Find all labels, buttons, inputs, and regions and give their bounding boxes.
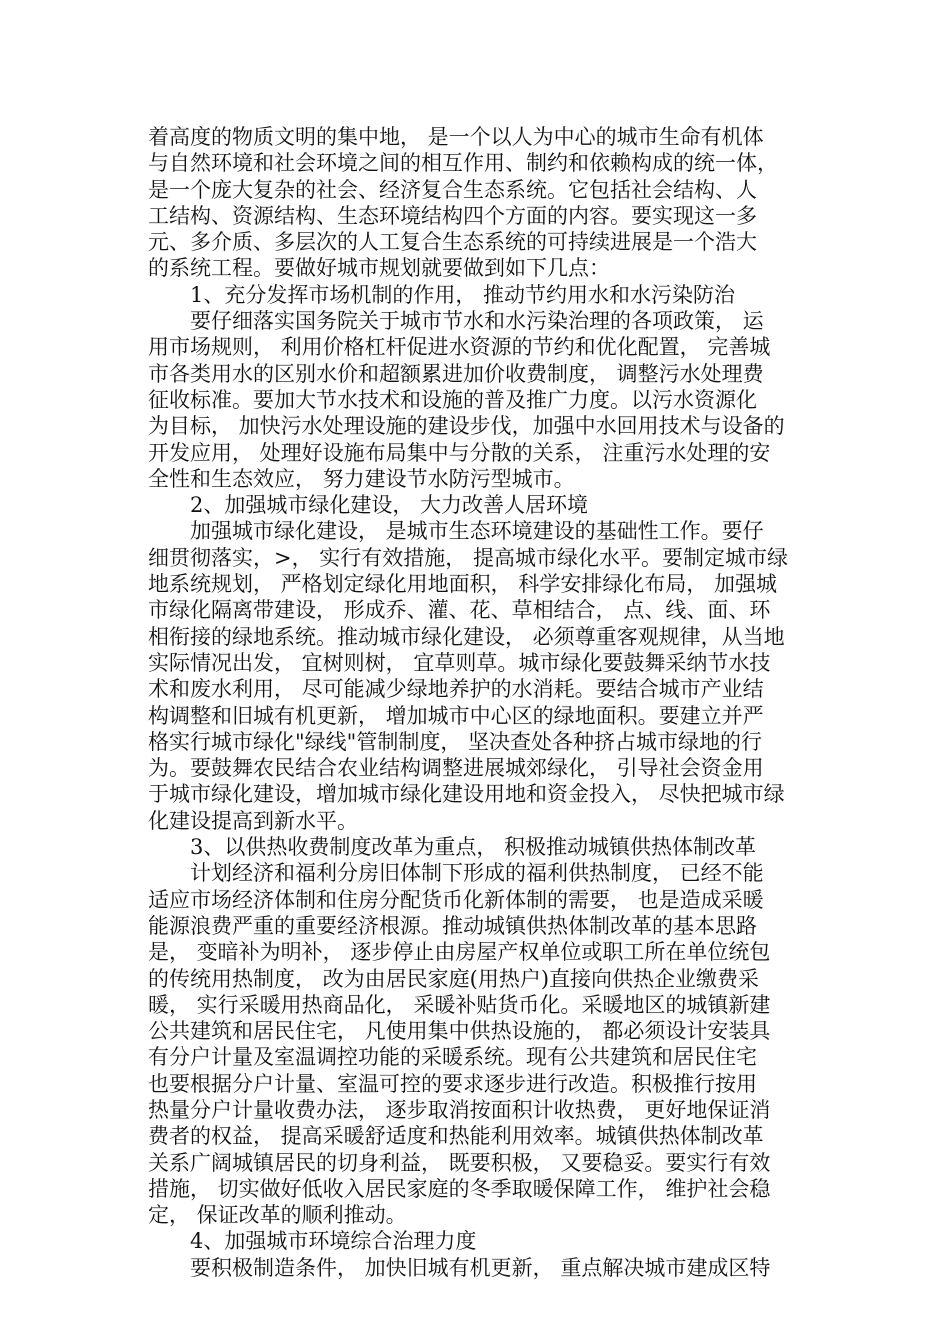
text-line: 化建设提高到新水平。 — [148, 808, 358, 833]
text-line: 为。要鼓舞农民结合农业结构调整进展城郊绿化， 引导社会资金用 — [148, 756, 764, 781]
text-line: 的传统用热制度， 改为由居民家庭(用热户)直接向供热企业缴费采 — [148, 966, 760, 991]
text-line: 元、多介质、多层次的人工复合生态系统的可持续进展是一个浩大 — [148, 230, 757, 255]
text-line: 市绿化隔离带建设， 形成乔、灌、花、草相结合， 点、线、面、环 — [148, 598, 771, 623]
text-line: 费者的权益， 提高采暖舒适度和热能利用效率。城镇供热体制改革 — [148, 1124, 764, 1149]
paragraph-first-line: 3、以供热收费制度改革为重点， 积极推动城镇供热体制改革 — [190, 835, 757, 860]
text-line: 地系统规划， 严格划定绿化用地面积， 科学安排绿化布局， 加强城 — [148, 572, 778, 597]
text-line: 相衔接的绿地系统。推动城市绿化建设， 必须尊重客观规律，从当地 — [148, 624, 785, 649]
text-line: 关系广阔城镇居民的切身利益， 既要积极， 又要稳妥。要实行有效 — [148, 1150, 771, 1175]
text-line: 工结构、资源结构、生态环境结构四个方面的内容。要实现这一多 — [148, 203, 757, 228]
text-line: 的系统工程。要做好城市规划就要做到如下几点： — [148, 256, 610, 281]
text-line: 术和废水利用， 尽可能减少绿地养护的水消耗。要结合城市产业结 — [148, 677, 764, 702]
text-line: 措施， 切实做好低收入居民家庭的冬季取暖保障工作， 维护社会稳 — [148, 1176, 771, 1201]
paragraph-first-line: 4、加强城市环境综合治理力度 — [190, 1229, 477, 1254]
text-line: 定， 保证改革的顺利推动。 — [148, 1203, 407, 1228]
text-line: 公共建筑和居民住宅， 凡使用集中供热设施的， 都必须设计安装具 — [148, 1019, 771, 1044]
text-line: 是一个庞大复杂的社会、经济复合生态系统。它包括社会结构、人 — [148, 177, 757, 202]
text-line: 着高度的物质文明的集中地， 是一个以人为中心的城市生命有机体 — [148, 125, 764, 149]
text-line: 市各类用水的区别水价和超额累进加价收费制度， 调整污水处理费 — [148, 361, 764, 386]
text-line: 征收标准。要加大节水技术和设施的普及推广力度。以污水资源化 — [148, 387, 757, 412]
text-line: 全性和生态效应， 努力建设节水防污型城市。 — [148, 466, 575, 491]
text-line: 有分户计量及室温调控功能的采暖系统。现有公共建筑和居民住宅 — [148, 1045, 757, 1070]
text-line: 为目标， 加快污水处理设施的建设步伐，加强中水回用技术与设备的 — [148, 414, 785, 439]
text-line: 是， 变暗补为明补， 逐步停止由房屋产权单位或职工所在单位统包 — [148, 940, 771, 965]
text-line: 用市场规则， 利用价格杠杆促进水资源的节约和优化配置， 完善城 — [148, 335, 771, 360]
text-line: 能源浪费严重的重要经济根源。推动城镇供热体制改革的基本思路 — [148, 913, 757, 938]
paragraph-first-line: 要积极制造条件， 加快旧城有机更新， 重点解决城市建成区特 — [190, 1255, 771, 1280]
text-line: 暖， 实行采暖用热商品化， 采暖补贴货币化。采暖地区的城镇新建 — [148, 992, 771, 1017]
text-line: 格实行城市绿化"绿线"管制制度， 坚决查处各种挤占城市绿地的行 — [148, 729, 762, 754]
text-line: 实际情况出发， 宜树则树， 宜草则草。城市绿化要鼓舞采纳节水技 — [148, 650, 771, 675]
text-line: 构调整和旧城有机更新， 增加城市中心区的绿地面积。要建立并严 — [148, 703, 764, 728]
document-body — [148, 124, 814, 1281]
text-line: 热量分户计量收费办法， 逐步取消按面积计收热费， 更好地保证消 — [148, 1097, 771, 1122]
paragraph-first-line: 加强城市绿化建设， 是城市生态环境建设的基础性工作。要仔 — [190, 519, 764, 544]
paragraph-first-line: 要仔细落实国务院关于城市节水和水污染治理的各项政策， 运 — [190, 309, 764, 334]
paragraph-first-line: 计划经济和福利分房旧体制下形成的福利供热制度， 已经不能 — [190, 861, 764, 886]
text-line: 适应市场经济体制和住房分配货币化新体制的需要， 也是造成采暖 — [148, 887, 764, 912]
paragraph-first-line: 1、充分发挥市场机制的作用， 推动节约用水和水污染防治 — [190, 282, 736, 307]
text-line: 与自然环境和社会环境之间的相互作用、制约和依赖构成的统一体， — [148, 151, 778, 176]
text-line: 也要根据分户计量、室温可控的要求逐步进行改造。积极推行按用 — [148, 1071, 757, 1096]
text-line: 于城市绿化建设，增加城市绿化建设用地和资金投入， 尽快把城市绿 — [148, 782, 785, 807]
text-line: 细贯彻落实，>， 实行有效措施， 提高城市绿化水平。要制定城市绿 — [148, 545, 788, 570]
paragraph-first-line: 2、加强城市绿化建设， 大力改善人居环境 — [190, 493, 589, 518]
text-line: 开发应用， 处理好设施布局集中与分散的关系， 注重污水处理的安 — [148, 440, 771, 465]
